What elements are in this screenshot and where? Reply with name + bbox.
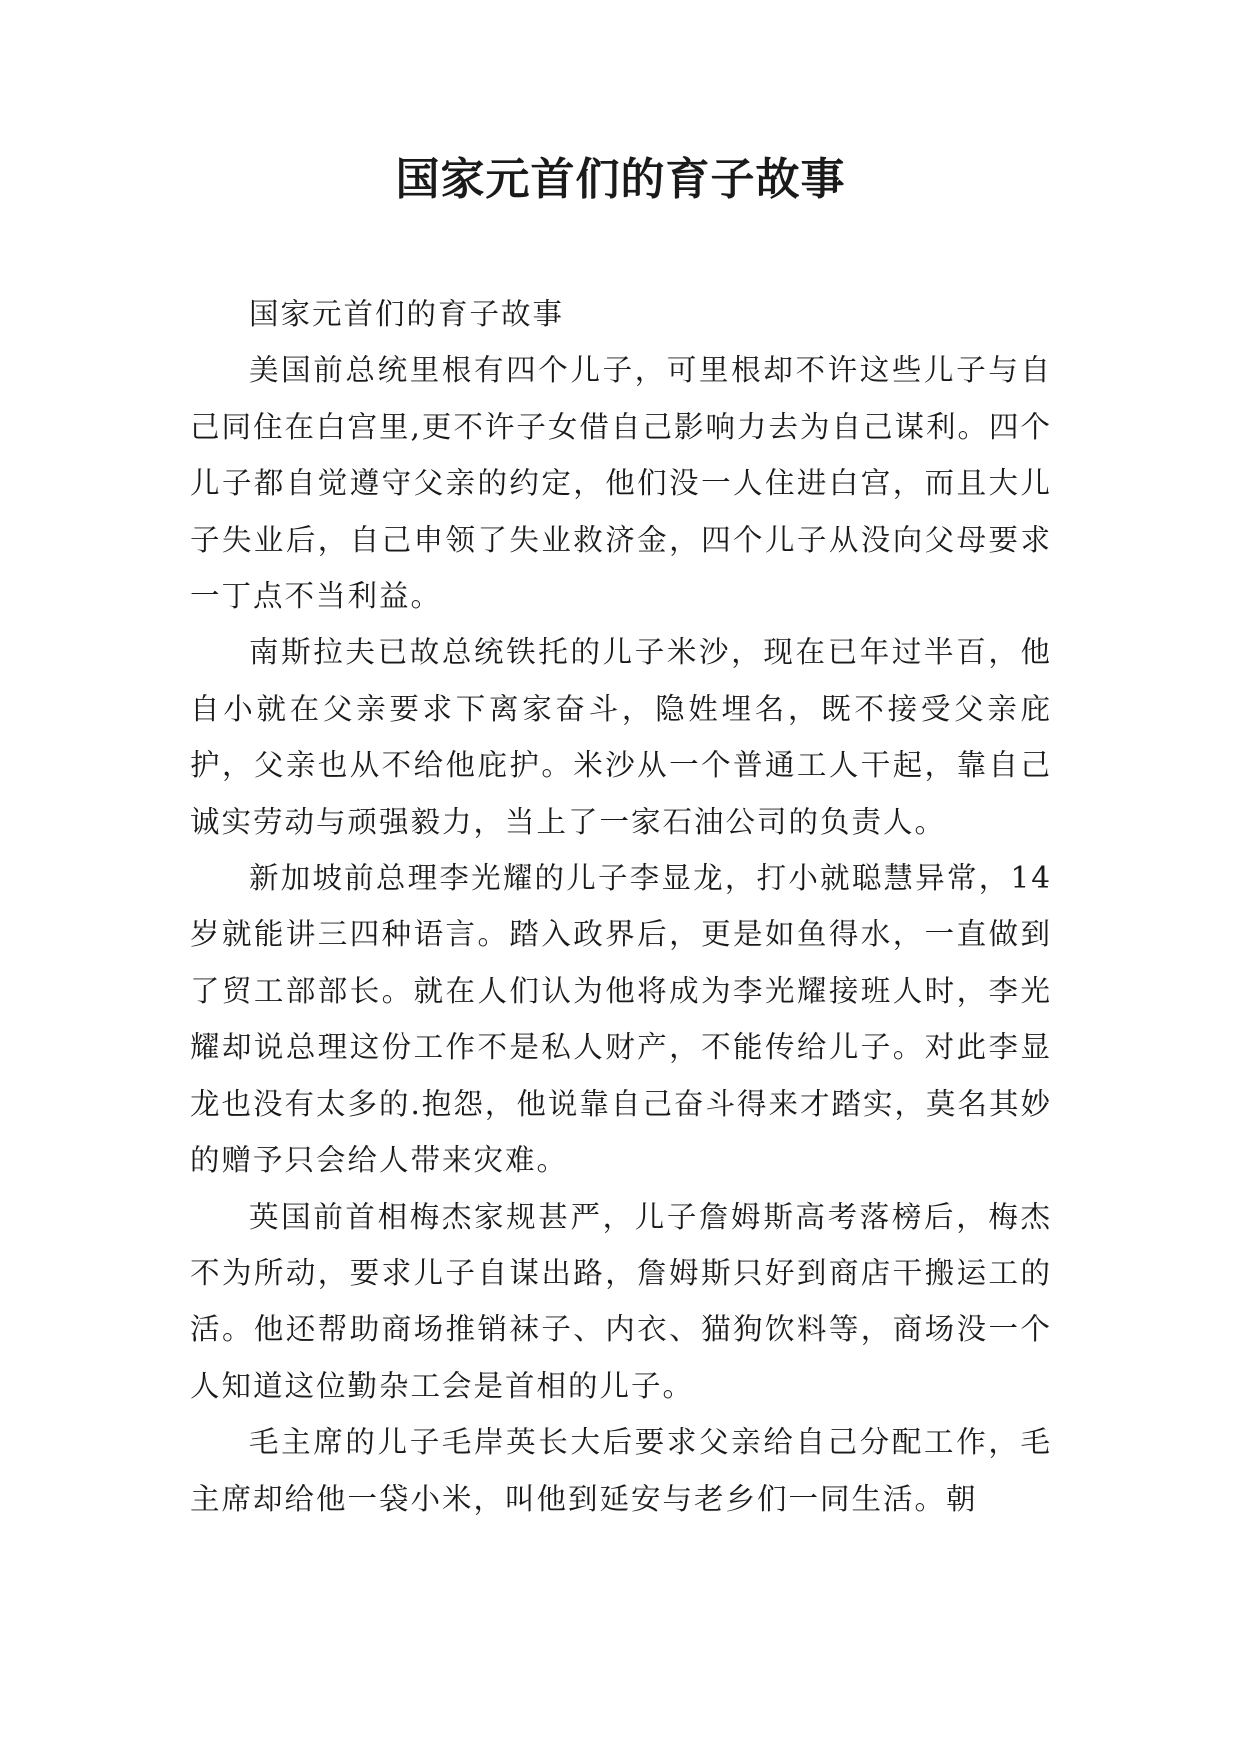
paragraph-subtitle: 国家元首们的育子故事 [249, 297, 565, 331]
paragraph-lee: 新加坡前总理李光耀的儿子李显龙，打小就聪慧异常，14岁就能讲三四种语言。踏入政界后，更是如鱼得水，一直做到了贸工部部长。就在人们认为他将成为李光耀接班人时，李光耀却说总理这份工作不是私人财产，不能传给儿子。对此李显龙也没有太多的.抱怨，他说靠自己奋斗得来才踏实，莫名其妙的赠予只会给人带来灾难。 [190, 861, 1052, 1178]
document-body [190, 286, 1052, 1527]
paragraph-tito: 南斯拉夫已故总统铁托的儿子米沙，现在已年过半百，他自小就在父亲要求下离家奋斗，隐姓埋名，既不接受父亲庇护，父亲也从不给他庇护。米沙从一个普通工人干起，靠自己诚实劳动与顽强毅力，当上了一家石油公司的负责人。 [190, 635, 1052, 839]
paragraph-reagan: 美国前总统里根有四个儿子，可里根却不许这些儿子与自己同住在白宫里,更不许子女借自己影响力去为自己谋利。四个儿子都自觉遵守父亲的约定，他们没一人住进白宫，而且大儿子失业后，自己申领了失业救济金，四个儿子从没向父母要求一丁点不当利益。 [190, 353, 1052, 614]
paragraph-mao: 毛主席的儿子毛岸英长大后要求父亲给自己分配工作，毛主席却给他一袋小米，叫他到延安与老乡们一同生活。朝 [190, 1425, 1052, 1516]
paragraph-major: 英国前首相梅杰家规甚严，儿子詹姆斯高考落榜后，梅杰不为所动，要求儿子自谋出路，詹姆斯只好到商店干搬运工的活。他还帮助商场推销袜子、内衣、猫狗饮料等，商场没一个人知道这位勤杂工会是首相的儿子。 [190, 1199, 1052, 1403]
document-title: 国家元首们的育子故事 [395, 154, 846, 205]
